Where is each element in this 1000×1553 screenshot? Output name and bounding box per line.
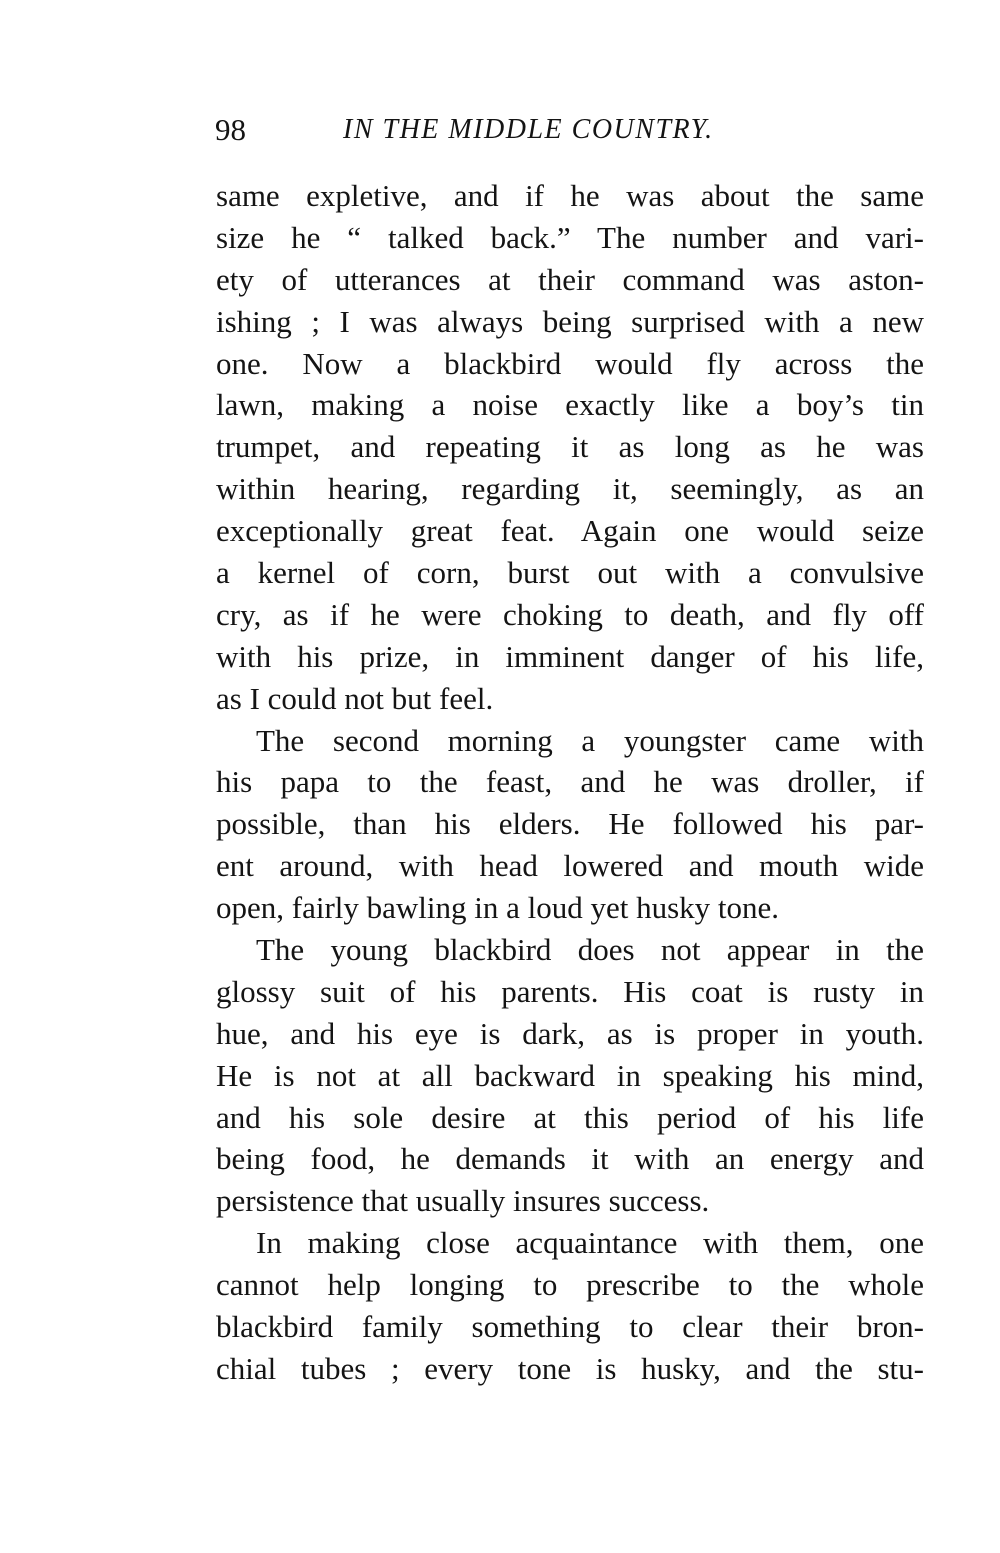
text-line: He is not at all backward in speaking his mind, <box>216 1057 924 1093</box>
text-line: with his prize, in imminent danger of his life, <box>216 638 924 674</box>
text-line: ety of utterances at their command was aston- <box>216 261 924 297</box>
text-line: as I could not but feel. <box>216 680 494 716</box>
text-line: The young blackbird does not appear in the <box>256 932 924 968</box>
text-line: persistence that usually insures success. <box>216 1183 710 1219</box>
text-line: size he “ talked back.” The number and vari- <box>216 219 924 255</box>
text-line: cry, as if he were choking to death, and fly off <box>216 596 924 632</box>
running-head: IN THE MIDDLE COUNTRY. <box>343 114 714 145</box>
text-line: cannot help longing to prescribe to the whole <box>216 1267 924 1303</box>
text-line: and his sole desire at this period of his life <box>216 1099 924 1135</box>
text-line: chial tubes ; every tone is husky, and the stu- <box>216 1350 924 1386</box>
text-line: open, fairly bawling in a loud yet husky tone. <box>216 890 780 926</box>
text-line: exceptionally great feat. Again one would seize <box>216 513 924 549</box>
text-line: ishing ; I was always being surprised with a new <box>216 303 924 339</box>
body-text <box>216 175 924 1390</box>
text-line: blackbird family something to clear their bron- <box>216 1309 924 1345</box>
text-line: being food, he demands it with an energy and <box>216 1141 924 1177</box>
text-line: hue, and his eye is dark, as is proper in youth. <box>216 1015 924 1051</box>
text-line: lawn, making a noise exactly like a boy’s tin <box>216 387 924 423</box>
text-line: trumpet, and repeating it as long as he was <box>216 429 924 465</box>
page-header <box>215 110 785 150</box>
text-line: ent around, with head lowered and mouth wide <box>216 848 924 884</box>
text-line: one. Now a blackbird would fly across the <box>216 345 924 381</box>
text-line: In making close acquaintance with them, one <box>256 1225 924 1261</box>
text-line: his papa to the feast, and he was droller, if <box>216 764 924 800</box>
text-line: same expletive, and if he was about the same <box>216 178 924 213</box>
text-line: a kernel of corn, burst out with a convulsive <box>216 555 924 591</box>
text-line: within hearing, regarding it, seemingly, as an <box>216 471 924 507</box>
page-number: 98 <box>215 112 246 147</box>
text-line: glossy suit of his parents. His coat is rusty in <box>216 973 924 1009</box>
text-line: possible, than his elders. He followed his par- <box>216 806 924 842</box>
text-line: The second morning a youngster came with <box>256 722 924 758</box>
